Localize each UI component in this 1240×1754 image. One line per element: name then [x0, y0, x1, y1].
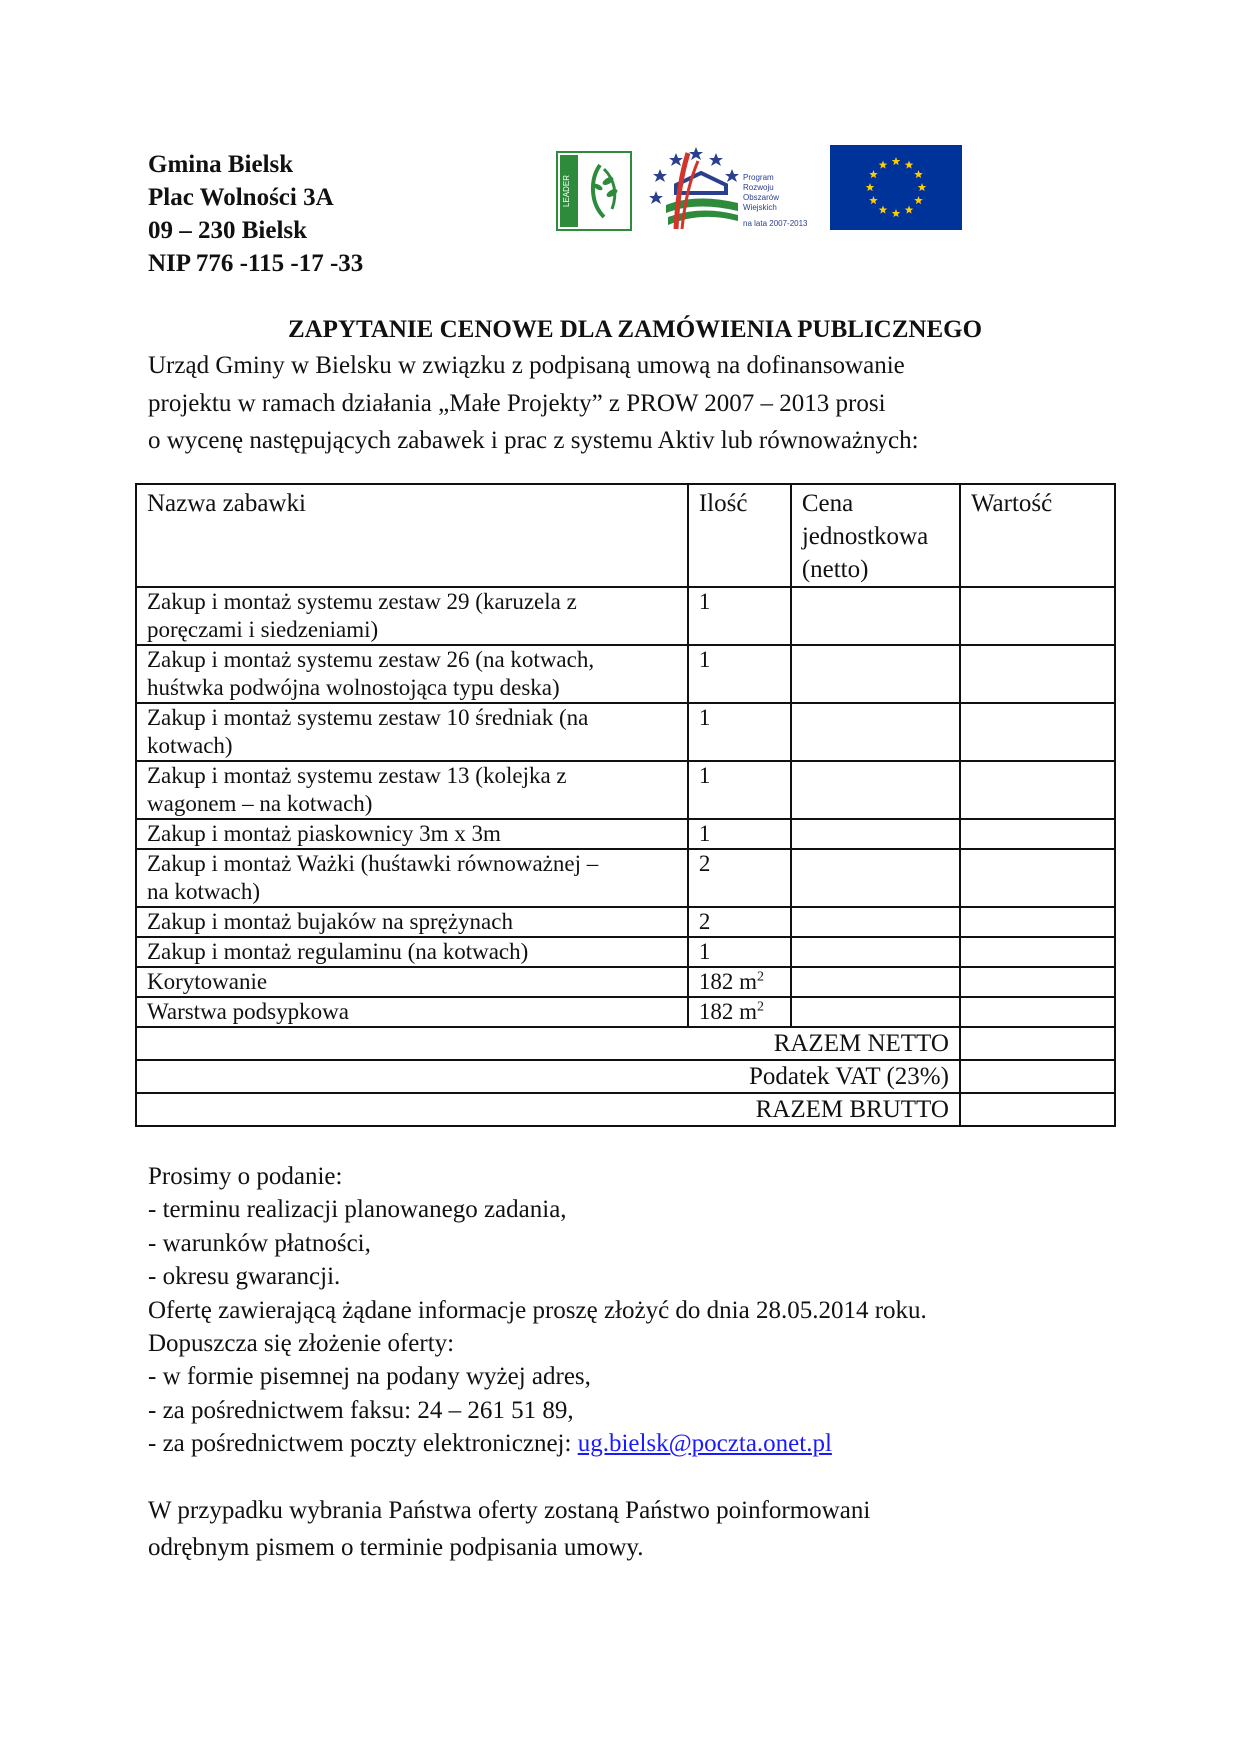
email-link[interactable]: ug.bielsk@poczta.onet.pl	[577, 1430, 832, 1458]
email-prefix: - za pośrednictwem poczty elektronicznej:	[148, 1430, 578, 1458]
item-value-cell	[960, 849, 1115, 907]
item-value-cell	[960, 761, 1115, 819]
outro-line: Ofertę zawierającą żądane informacje proszę złożyć do dnia 28.05.2014 roku.	[148, 1296, 927, 1324]
item-value-cell	[960, 819, 1115, 849]
item-qty-cell: 1	[688, 645, 791, 703]
table-header-row	[136, 484, 1115, 587]
table-row	[136, 849, 1115, 907]
item-name-cell: Zakup i montaż piaskownicy 3m x 3m	[136, 819, 688, 849]
prow-logo-icon	[646, 145, 746, 233]
table-row	[136, 907, 1115, 937]
item-qty-cell: 182 $m^2$	[688, 997, 791, 1027]
item-name-cell: Zakup i montaż regulaminu (na kotwach)	[136, 937, 688, 967]
table-row	[136, 703, 1115, 761]
table-row	[136, 819, 1115, 849]
outro-line: - warunków płatności,	[148, 1229, 371, 1257]
table-row	[136, 761, 1115, 819]
sender-street: Plac Wolności 3A	[148, 184, 334, 211]
item-price-cell	[791, 967, 960, 997]
intro-paragraph	[148, 347, 919, 460]
item-value-cell	[960, 587, 1115, 645]
item-value-cell	[960, 645, 1115, 703]
intro-line: o wycenę następujących zabawek i prac z systemu Aktiv lub równoważnych:	[148, 427, 919, 454]
closing-line: W przypadku wybrania Państwa oferty zostaną Państwo poinformowani	[148, 1497, 871, 1524]
item-name-cell: Warstwa podsypkowa	[136, 997, 688, 1027]
item-qty-cell: 1	[688, 937, 791, 967]
closing-paragraph	[148, 1492, 870, 1566]
document-title: ZAPYTANIE CENOWE DLA ZAMÓWIENIA PUBLICZNEGO	[287, 316, 983, 343]
item-name-cell: Zakup i montaż systemu zestaw 10 średniak (na kotwach)	[136, 703, 688, 761]
sender-nip: NIP 776 -115 -17 -33	[148, 250, 364, 277]
intro-line: Urząd Gminy w Bielsku w związku z podpisaną umową na dofinansowanie	[148, 352, 905, 379]
item-qty-cell: 2	[688, 849, 791, 907]
summary-row	[136, 1060, 1115, 1093]
item-price-cell	[791, 937, 960, 967]
summary-label-netto: RAZEM NETTO	[136, 1027, 960, 1060]
summary-row	[136, 1027, 1115, 1060]
eu-flag-icon	[830, 145, 962, 230]
header-qty: Ilość	[688, 484, 791, 587]
item-name-cell: Zakup i montaż systemu zestaw 29 (karuzela z poręczami i siedzeniami)	[136, 587, 688, 645]
item-price-cell	[791, 997, 960, 1027]
summary-label-brutto: RAZEM BRUTTO	[136, 1093, 960, 1126]
header-value: Wartość	[960, 484, 1115, 587]
item-qty-cell: 1	[688, 761, 791, 819]
outro-line: Dopuszcza się złożenie oferty:	[148, 1330, 455, 1358]
item-price-cell	[791, 849, 960, 907]
summary-value-cell	[960, 1027, 1115, 1060]
item-value-cell	[960, 703, 1115, 761]
leader-logo-icon	[556, 151, 632, 231]
header-name: Nazwa zabawki	[136, 484, 688, 587]
table-row	[136, 587, 1115, 645]
requirements-paragraph	[148, 1160, 927, 1461]
summary-value-cell	[960, 1093, 1115, 1126]
outro-line: - terminu realizacji planowanego zadania,	[148, 1196, 567, 1224]
summary-label-vat: Podatek VAT (23%)	[136, 1060, 960, 1093]
prow-logo-text: Program Rozwoju Obszarów Wiejskich	[743, 173, 780, 212]
sender-address	[148, 148, 363, 280]
item-name-cell: Zakup i montaż Ważki (huśtawki równoważnej – na kotwach)	[136, 849, 688, 907]
summary-value-cell	[960, 1060, 1115, 1093]
item-qty-cell: 2	[688, 907, 791, 937]
outro-line: - w formie pisemnej na podany wyżej adres,	[148, 1363, 591, 1391]
prow-logo-years: na lata 2007-2013	[743, 219, 808, 228]
item-qty-cell: 1	[688, 703, 791, 761]
funding-logos	[556, 145, 966, 233]
item-value-cell	[960, 967, 1115, 997]
table-row	[136, 645, 1115, 703]
item-name-cell: Zakup i montaż systemu zestaw 26 (na kotwach, huśtwka podwójna wolnostojąca typu deska)	[136, 645, 688, 703]
item-price-cell	[791, 819, 960, 849]
item-price-cell	[791, 645, 960, 703]
outro-line: - okresu gwarancji.	[148, 1263, 341, 1291]
outro-line: Prosimy o podanie:	[148, 1163, 343, 1190]
sender-postcode-city: 09 – 230 Bielsk	[148, 217, 308, 244]
intro-line: projektu w ramach działania „Małe Projekty” z PROW 2007 – 2013 prosi	[148, 389, 886, 417]
item-price-cell	[791, 907, 960, 937]
item-name-cell: Korytowanie	[136, 967, 688, 997]
summary-row	[136, 1093, 1115, 1126]
item-qty-cell: 182 $m^2$	[688, 967, 791, 997]
item-value-cell	[960, 907, 1115, 937]
outro-line	[148, 1427, 927, 1460]
item-value-cell	[960, 997, 1115, 1027]
item-price-cell	[791, 703, 960, 761]
item-name-cell: Zakup i montaż systemu zestaw 13 (kolejka z wagonem – na kotwach)	[136, 761, 688, 819]
table-row	[136, 967, 1115, 997]
closing-line: odrębnym pismem o terminie podpisania umowy.	[148, 1534, 644, 1561]
item-qty-cell: 1	[688, 819, 791, 849]
table-row	[136, 997, 1115, 1027]
price-table	[135, 483, 1116, 1127]
item-value-cell	[960, 937, 1115, 967]
item-name-cell: Zakup i montaż bujaków na sprężynach	[136, 907, 688, 937]
outro-line: - za pośrednictwem faksu: 24 – 261 51 89,	[148, 1396, 574, 1424]
item-price-cell	[791, 587, 960, 645]
header-price: Cena jednostkowa (netto)	[791, 484, 960, 587]
sender-name: Gmina Bielsk	[148, 151, 294, 178]
item-qty-cell: 1	[688, 587, 791, 645]
svg-text:LEADER: LEADER	[562, 174, 571, 208]
item-price-cell	[791, 761, 960, 819]
table-row	[136, 937, 1115, 967]
